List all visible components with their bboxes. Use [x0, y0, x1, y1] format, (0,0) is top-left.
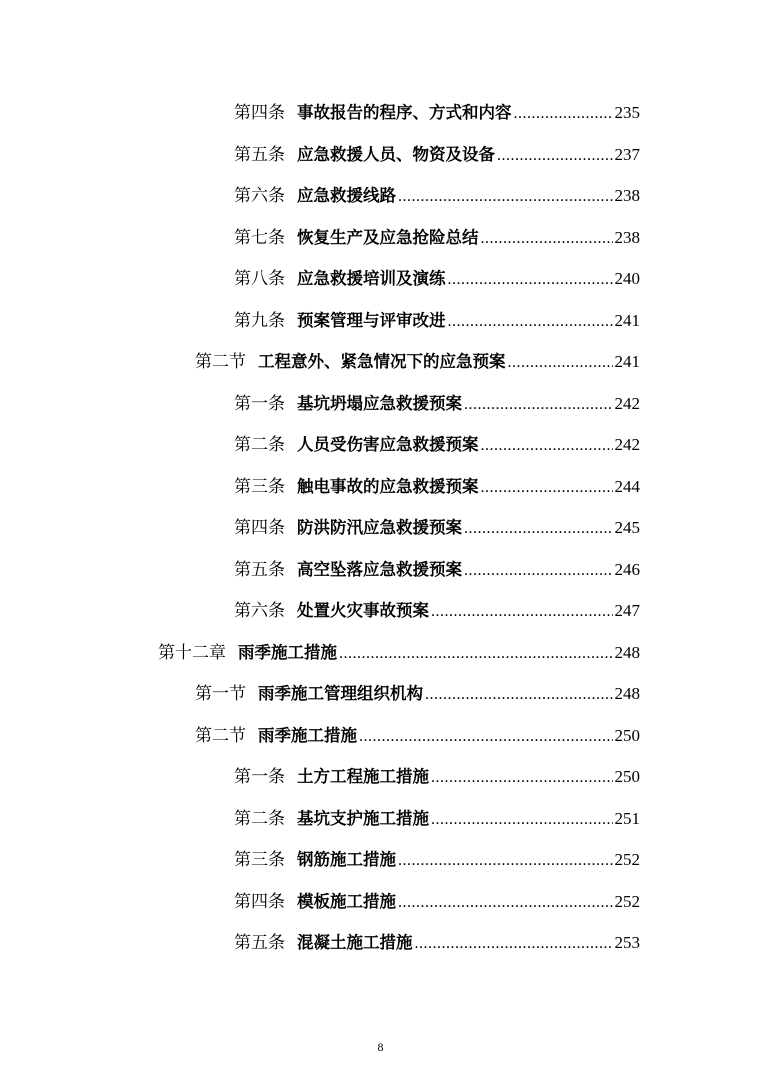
toc-entry-title: 触电事故的应急救援预案 [297, 476, 479, 496]
toc-entry-title: 基坑坍塌应急救援预案 [297, 393, 462, 413]
toc-entry-page: 238 [614, 227, 640, 247]
toc-leader-dots [398, 188, 613, 206]
toc-entry-title: 土方工程施工措施 [297, 767, 429, 787]
toc-leader-dots [464, 520, 613, 538]
toc-leader-dots [431, 603, 613, 621]
toc-entry-title: 事故报告的程序、方式和内容 [297, 103, 512, 123]
toc-entry[interactable] [0, 422, 761, 464]
toc-entry-number: 第十二章 [158, 642, 226, 663]
toc-entry-number: 第八条 [234, 269, 285, 290]
toc-entry-number: 第四条 [234, 103, 285, 124]
toc-entry[interactable] [0, 339, 761, 381]
toc-leader-dots [339, 645, 613, 663]
toc-entry-number: 第二节 [195, 725, 246, 746]
toc-entry[interactable] [0, 173, 761, 215]
toc-entry-page: 240 [614, 269, 640, 289]
toc-entry-page: 250 [614, 725, 640, 745]
toc-entry[interactable] [0, 132, 761, 174]
toc-entry-page: 241 [614, 310, 640, 330]
toc-entry-number: 第一节 [195, 684, 246, 705]
toc-leader-dots [464, 562, 613, 580]
toc-entry-page: 238 [614, 186, 640, 206]
toc-entry-number: 第六条 [234, 601, 285, 622]
toc-leader-dots [508, 354, 613, 372]
toc-entry[interactable] [0, 630, 761, 672]
toc-entry-page: 248 [614, 642, 640, 662]
toc-entry-title: 处置火灾事故预案 [297, 601, 429, 621]
toc-entry-number: 第四条 [234, 891, 285, 912]
table-of-contents [0, 90, 761, 962]
toc-entry-page: 247 [614, 601, 640, 621]
toc-entry-number: 第六条 [234, 186, 285, 207]
toc-entry[interactable] [0, 920, 761, 962]
toc-entry-page: 245 [614, 518, 640, 538]
toc-entry-title: 工程意外、紧急情况下的应急预案 [258, 352, 506, 372]
toc-entry-title: 人员受伤害应急救援预案 [297, 435, 479, 455]
toc-leader-dots [398, 894, 613, 912]
toc-entry-page: 242 [614, 435, 640, 455]
toc-entry-number: 第二条 [234, 435, 285, 456]
toc-entry-number: 第一条 [234, 767, 285, 788]
toc-entry-page: 252 [614, 891, 640, 911]
toc-entry-page: 241 [614, 352, 640, 372]
toc-leader-dots [481, 230, 613, 248]
toc-entry-page: 246 [614, 559, 640, 579]
toc-entry-page: 253 [614, 933, 640, 953]
toc-entry-page: 251 [614, 808, 640, 828]
toc-entry-page: 252 [614, 850, 640, 870]
toc-entry-number: 第五条 [234, 144, 285, 165]
toc-entry-number: 第三条 [234, 850, 285, 871]
toc-entry-title: 基坑支护施工措施 [297, 808, 429, 828]
toc-leader-dots [398, 852, 613, 870]
toc-leader-dots [415, 935, 613, 953]
toc-entry-title: 高空坠落应急救援预案 [297, 559, 462, 579]
toc-entry-page: 244 [614, 476, 640, 496]
toc-entry-title: 预案管理与评审改进 [297, 310, 446, 330]
toc-entry-number: 第一条 [234, 393, 285, 414]
toc-entry[interactable] [0, 796, 761, 838]
toc-entry[interactable] [0, 754, 761, 796]
toc-entry[interactable] [0, 298, 761, 340]
toc-entry-number: 第二条 [234, 808, 285, 829]
toc-entry-title: 应急救援培训及演练 [297, 269, 446, 289]
toc-entry[interactable] [0, 464, 761, 506]
toc-entry-page: 235 [614, 103, 640, 123]
toc-entry-page: 242 [614, 393, 640, 413]
toc-leader-dots [431, 769, 613, 787]
toc-entry[interactable] [0, 90, 761, 132]
toc-entry-title: 雨季施工措施 [238, 642, 337, 662]
toc-leader-dots [359, 728, 613, 746]
toc-leader-dots [464, 396, 613, 414]
toc-leader-dots [497, 147, 613, 165]
toc-entry-page: 248 [614, 684, 640, 704]
toc-entry-title: 恢复生产及应急抢险总结 [297, 227, 479, 247]
toc-leader-dots [481, 437, 613, 455]
toc-entry-title: 防洪防汛应急救援预案 [297, 518, 462, 538]
toc-entry-number: 第五条 [234, 559, 285, 580]
toc-entry-number: 第四条 [234, 518, 285, 539]
toc-entry-title: 钢筋施工措施 [297, 850, 396, 870]
toc-entry-title: 模板施工措施 [297, 891, 396, 911]
toc-entry-number: 第三条 [234, 476, 285, 497]
toc-entry-page: 250 [614, 767, 640, 787]
toc-entry[interactable] [0, 547, 761, 589]
toc-entry-number: 第九条 [234, 310, 285, 331]
page-number: 8 [377, 1040, 384, 1054]
toc-entry[interactable] [0, 588, 761, 630]
toc-entry-number: 第五条 [234, 933, 285, 954]
toc-leader-dots [448, 271, 613, 289]
toc-leader-dots [514, 105, 613, 123]
toc-entry[interactable] [0, 256, 761, 298]
toc-leader-dots [448, 313, 613, 331]
toc-entry-title: 应急救援线路 [297, 186, 396, 206]
toc-leader-dots [481, 479, 613, 497]
toc-entry[interactable] [0, 879, 761, 921]
toc-entry[interactable] [0, 505, 761, 547]
toc-leader-dots [431, 811, 613, 829]
toc-entry-title: 应急救援人员、物资及设备 [297, 144, 495, 164]
toc-entry-number: 第七条 [234, 227, 285, 248]
toc-entry[interactable] [0, 215, 761, 257]
toc-entry-title: 雨季施工措施 [258, 725, 357, 745]
toc-entry-page: 237 [614, 144, 640, 164]
toc-entry-title: 雨季施工管理组织机构 [258, 684, 423, 704]
toc-entry[interactable] [0, 381, 761, 423]
toc-entry-title: 混凝土施工措施 [297, 933, 413, 953]
toc-entry[interactable] [0, 837, 761, 879]
toc-entry[interactable] [0, 713, 761, 755]
toc-leader-dots [425, 686, 613, 704]
toc-entry[interactable] [0, 671, 761, 713]
toc-entry-number: 第二节 [195, 352, 246, 373]
